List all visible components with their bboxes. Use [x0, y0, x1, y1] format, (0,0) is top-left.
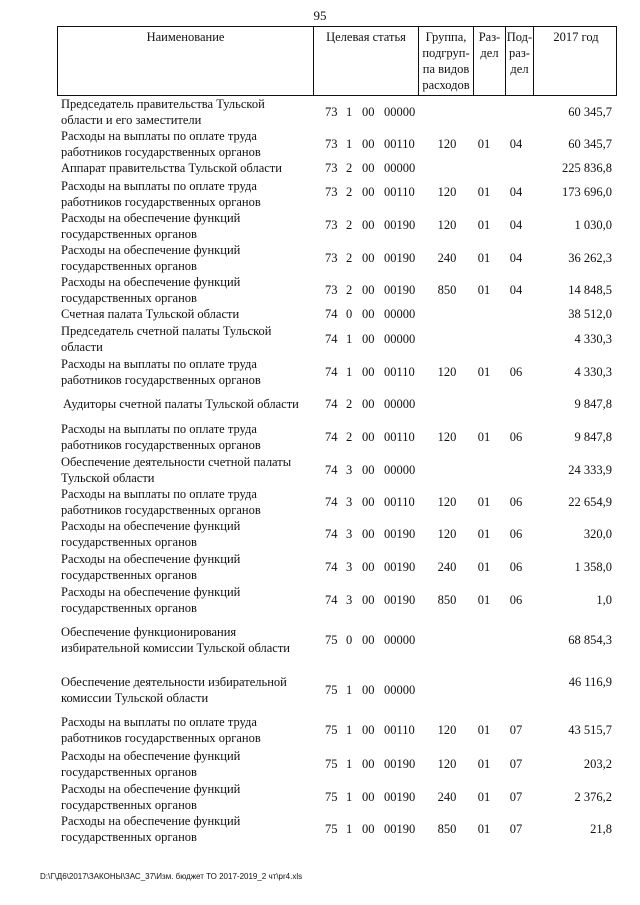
row-code-program: 75: [325, 822, 338, 836]
row-code-program: 74: [325, 495, 338, 509]
row-group: 240: [437, 790, 457, 804]
row-subsection: 04: [509, 218, 523, 232]
row-code-direction: 00000: [384, 105, 416, 119]
file-path-footer: D:\Г\Д6\2017\ЗАКОНЫ\ЗАС_37\Изм. бюджет ТО 2017-2019_2 чт\pr4.xls: [40, 872, 303, 881]
row-name: Счетная палата Тульской области: [61, 307, 240, 321]
row-subsection: 04: [509, 283, 523, 297]
row-section: 01: [477, 137, 491, 151]
row-code-subprogram: 1: [346, 683, 353, 697]
row-section: 01: [477, 251, 491, 265]
row-code-event: 00: [362, 218, 375, 232]
row-section: 01: [477, 527, 491, 541]
header-subsection-line: раз-: [509, 46, 530, 60]
page-number: 95: [313, 8, 327, 23]
row-code-event: 00: [362, 757, 375, 771]
row-code-direction: 00110: [384, 430, 415, 444]
row-code-direction: 00110: [384, 495, 415, 509]
row-section: 01: [477, 365, 491, 379]
row-group: 240: [437, 560, 457, 574]
header-name: [58, 27, 313, 95]
row-group: 120: [437, 495, 457, 509]
row-code-event: 00: [362, 283, 375, 297]
row-code-subprogram: 1: [346, 723, 353, 737]
row-subsection: 06: [509, 560, 523, 574]
row-sum: 21,8: [590, 822, 612, 836]
row-code-event: 00: [362, 430, 375, 444]
row-name: Расходы на выплаты по оплате труда работников государственных органов: [61, 129, 261, 159]
header-group-line: Группа,: [425, 30, 467, 44]
row-code-direction: 00190: [384, 757, 416, 771]
row-code-event: 00: [362, 495, 375, 509]
row-name: Расходы на выплаты по оплате труда работников государственных органов: [61, 357, 261, 387]
row-code-subprogram: 1: [346, 365, 353, 379]
row-section: 01: [477, 185, 491, 199]
row-code-subprogram: 0: [346, 307, 353, 321]
row-sum: 4 330,3: [574, 365, 612, 379]
row-code-direction: 00190: [384, 251, 416, 265]
row-code-event: 00: [362, 527, 375, 541]
row-name: Председатель счетной палаты Тульской области: [61, 324, 272, 354]
row-code-direction: 00190: [384, 527, 416, 541]
row-code-direction: 00190: [384, 560, 416, 574]
row-code-event: 00: [362, 105, 375, 119]
row-code-program: 74: [325, 430, 338, 444]
row-name: Обеспечение деятельности счетной палаты Тульской области: [61, 455, 292, 485]
header-section-line: Раз-: [478, 30, 501, 44]
header-subsection: [505, 27, 533, 95]
row-code-event: 00: [362, 161, 375, 175]
row-code-direction: 00110: [384, 185, 415, 199]
row-section: 01: [477, 593, 491, 607]
row-sum: 1 358,0: [574, 560, 612, 574]
row-sum: 1,0: [596, 593, 612, 607]
row-subsection: 07: [509, 790, 523, 804]
row-group: 120: [437, 527, 457, 541]
row-group: 120: [437, 185, 457, 199]
row-code-program: 74: [325, 593, 338, 607]
row-section: 01: [477, 218, 491, 232]
row-code-direction: 00190: [384, 790, 416, 804]
row-group: 850: [437, 283, 457, 297]
row-name: Расходы на обеспечение функций государственных органов: [61, 519, 241, 549]
row-group: 120: [437, 137, 457, 151]
row-code-program: 74: [325, 365, 338, 379]
header-section: [473, 27, 505, 95]
row-group: 120: [437, 757, 457, 771]
row-code-subprogram: 0: [346, 633, 353, 647]
row-code-subprogram: 1: [346, 137, 353, 151]
row-subsection: 04: [509, 251, 523, 265]
row-code-program: 73: [325, 218, 338, 232]
row-section: 01: [477, 283, 491, 297]
row-code-program: 74: [325, 332, 338, 346]
row-name: Расходы на выплаты по оплате труда работников государственных органов: [61, 179, 261, 209]
row-group: 120: [437, 218, 457, 232]
row-code-subprogram: 2: [346, 251, 353, 265]
row-subsection: 06: [509, 495, 523, 509]
row-code-direction: 00190: [384, 593, 416, 607]
row-code-subprogram: 1: [346, 790, 353, 804]
row-code-event: 00: [362, 365, 375, 379]
row-code-subprogram: 3: [346, 527, 353, 541]
row-code-direction: 00110: [384, 365, 415, 379]
row-sum: 320,0: [583, 527, 612, 541]
row-code-direction: 00000: [384, 463, 416, 477]
row-name: Расходы на выплаты по оплате труда работников государственных органов: [61, 487, 261, 517]
row-name: Расходы на обеспечение функций государственных органов: [61, 585, 241, 615]
row-section: 01: [477, 723, 491, 737]
row-sum: 60 345,7: [568, 105, 612, 119]
row-sum: 1 030,0: [574, 218, 612, 232]
row-code-event: 00: [362, 560, 375, 574]
row-code-program: 74: [325, 560, 338, 574]
row-sum: 4 330,3: [574, 332, 612, 346]
row-sum: 38 512,0: [568, 307, 612, 321]
row-code-event: 00: [362, 185, 375, 199]
row-sum: 36 262,3: [568, 251, 612, 265]
row-sum: 60 345,7: [568, 137, 612, 151]
row-code-subprogram: 1: [346, 105, 353, 119]
row-name: Расходы на обеспечение функций государственных органов: [61, 814, 241, 844]
row-code-event: 00: [362, 822, 375, 836]
row-code-program: 73: [325, 105, 338, 119]
row-code-direction: 00000: [384, 332, 416, 346]
row-code-subprogram: 3: [346, 463, 353, 477]
row-code-event: 00: [362, 307, 375, 321]
row-section: 01: [477, 495, 491, 509]
row-code-direction: 00110: [384, 723, 415, 737]
header-subsection-line: Под-: [506, 30, 533, 44]
row-code-program: 75: [325, 723, 338, 737]
header-group-line: па видов: [422, 62, 470, 76]
row-code-event: 00: [362, 723, 375, 737]
row-group: 120: [437, 723, 457, 737]
row-group: 120: [437, 430, 457, 444]
row-subsection: 06: [509, 593, 523, 607]
header-target: [313, 27, 418, 95]
row-sum: 2 376,2: [574, 790, 612, 804]
row-sum: 22 654,9: [568, 495, 612, 509]
row-code-direction: 00110: [384, 137, 415, 151]
row-code-program: 75: [325, 790, 338, 804]
row-sum: 68 854,3: [568, 633, 612, 647]
row-code-direction: 00190: [384, 218, 416, 232]
row-code-subprogram: 2: [346, 283, 353, 297]
row-name: Расходы на обеспечение функций государственных органов: [61, 243, 241, 273]
row-code-subprogram: 3: [346, 560, 353, 574]
row-code-program: 73: [325, 137, 338, 151]
row-subsection: 07: [509, 822, 523, 836]
row-code-direction: 00190: [384, 822, 416, 836]
row-section: 01: [477, 560, 491, 574]
row-name: Председатель правительства Тульской области и его заместители: [61, 97, 265, 127]
row-code-program: 73: [325, 283, 338, 297]
row-code-program: 75: [325, 757, 338, 771]
row-code-event: 00: [362, 397, 375, 411]
table-header: [57, 26, 617, 96]
row-code-program: 73: [325, 161, 338, 175]
row-code-program: 74: [325, 397, 338, 411]
row-code-event: 00: [362, 137, 375, 151]
row-subsection: 06: [509, 527, 523, 541]
header-group-line: расходов: [422, 78, 470, 92]
header-section-line: дел: [480, 46, 499, 60]
header-year-label: 2017 год: [553, 30, 599, 44]
row-sum: 203,2: [583, 757, 612, 771]
header-subsection-line: дел: [510, 62, 529, 76]
row-name: Обеспечение функционирования избирательной комиссии Тульской области: [61, 625, 290, 655]
row-name: Обеспечение деятельности избирательной комиссии Тульской области: [61, 675, 287, 705]
row-code-direction: 00000: [384, 683, 416, 697]
row-code-subprogram: 1: [346, 332, 353, 346]
row-name: Расходы на обеспечение функций государственных органов: [61, 275, 241, 305]
row-code-event: 00: [362, 683, 375, 697]
header-target-label: Целевая статья: [326, 30, 406, 44]
row-subsection: 06: [509, 365, 523, 379]
row-sum: 24 333,9: [568, 463, 612, 477]
row-section: 01: [477, 790, 491, 804]
row-sum: 43 515,7: [568, 723, 612, 737]
row-code-program: 74: [325, 307, 338, 321]
row-code-event: 00: [362, 463, 375, 477]
row-sum: 14 848,5: [568, 283, 612, 297]
row-code-direction: 00000: [384, 633, 416, 647]
row-sum: 225 836,8: [562, 161, 612, 175]
row-code-program: 74: [325, 527, 338, 541]
row-code-event: 00: [362, 593, 375, 607]
row-section: 01: [477, 430, 491, 444]
row-sum: 46 116,9: [568, 675, 612, 689]
row-subsection: 07: [509, 757, 523, 771]
row-subsection: 04: [509, 185, 523, 199]
header-group-line: подгруп-: [422, 46, 470, 60]
row-name: Расходы на выплаты по оплате труда работников государственных органов: [61, 715, 261, 745]
row-code-subprogram: 1: [346, 822, 353, 836]
row-group: 120: [437, 365, 457, 379]
row-group: 240: [437, 251, 457, 265]
row-code-event: 00: [362, 251, 375, 265]
row-code-event: 00: [362, 790, 375, 804]
row-code-subprogram: 2: [346, 185, 353, 199]
row-name: Расходы на обеспечение функций государственных органов: [61, 782, 241, 812]
row-code-program: 75: [325, 683, 338, 697]
row-section: 01: [477, 822, 491, 836]
row-name: Расходы на выплаты по оплате труда работников государственных органов: [61, 422, 261, 452]
row-name: Расходы на обеспечение функций государственных органов: [61, 211, 241, 241]
row-group: 850: [437, 822, 457, 836]
row-group: 850: [437, 593, 457, 607]
row-code-program: 73: [325, 251, 338, 265]
row-subsection: 04: [509, 137, 523, 151]
row-code-direction: 00190: [384, 283, 416, 297]
row-sum: 173 696,0: [562, 185, 612, 199]
row-code-direction: 00000: [384, 161, 416, 175]
row-code-event: 00: [362, 332, 375, 346]
row-name: Расходы на обеспечение функций государственных органов: [61, 749, 241, 779]
row-code-program: 74: [325, 463, 338, 477]
row-code-subprogram: 2: [346, 218, 353, 232]
header-year: [533, 27, 618, 95]
row-code-event: 00: [362, 633, 375, 647]
row-section: 01: [477, 757, 491, 771]
row-name: Аппарат правительства Тульской области: [61, 161, 282, 175]
header-name-label: Наименование: [146, 30, 225, 44]
header-group: [418, 27, 473, 95]
row-code-program: 73: [325, 185, 338, 199]
row-subsection: 06: [509, 430, 523, 444]
row-code-subprogram: 3: [346, 593, 353, 607]
row-name: Аудиторы счетной палаты Тульской области: [63, 397, 299, 411]
row-code-subprogram: 3: [346, 495, 353, 509]
row-name: Расходы на обеспечение функций государственных органов: [61, 552, 241, 582]
row-subsection: 07: [509, 723, 523, 737]
row-code-subprogram: 2: [346, 161, 353, 175]
row-code-subprogram: 1: [346, 757, 353, 771]
row-code-subprogram: 2: [346, 397, 353, 411]
row-code-direction: 00000: [384, 307, 416, 321]
row-sum: 9 847,8: [574, 397, 612, 411]
row-code-program: 75: [325, 633, 338, 647]
row-sum: 9 847,8: [574, 430, 612, 444]
row-code-subprogram: 2: [346, 430, 353, 444]
row-code-direction: 00000: [384, 397, 416, 411]
